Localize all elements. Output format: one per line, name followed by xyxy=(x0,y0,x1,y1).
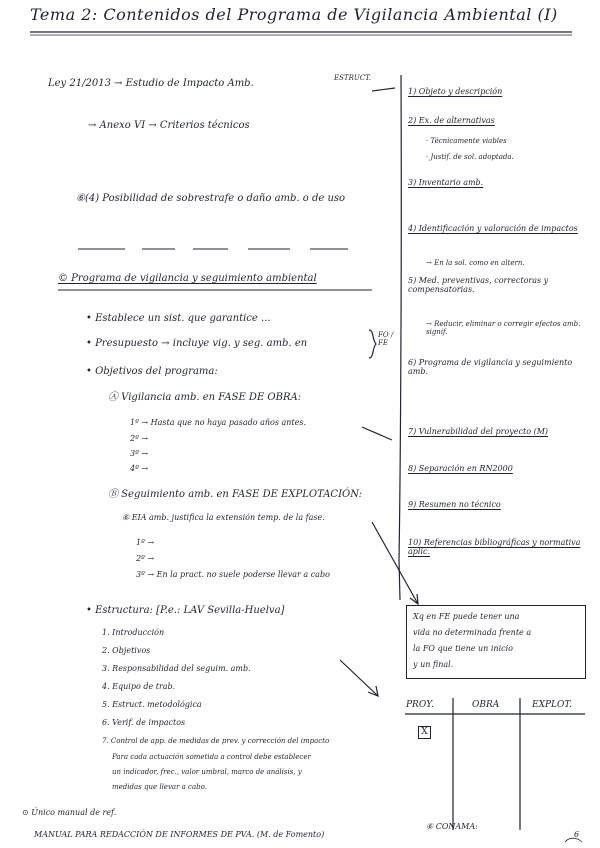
eia-subitem: → En la sol. como en altern. xyxy=(426,259,525,267)
fase-explotacion-item: 1º → xyxy=(136,538,155,547)
estructura-item: 7. Control de app. de medidas de prev. y corrección del impacto xyxy=(102,737,330,745)
pva-heading: © Programa de vigilancia y seguimiento ambiental xyxy=(58,273,317,284)
fe-note-box xyxy=(406,605,586,679)
bullet-presupuesto: • Presupuesto → incluye vig. y seg. amb. en xyxy=(86,338,308,349)
estructura-item: 2. Objetivos xyxy=(102,646,151,655)
anexo-line: → Anexo VI → Criterios técnicos xyxy=(88,120,250,131)
fe-note-line: y un final. xyxy=(413,660,454,669)
bullet-establece: • Establece un sist. que garantice ... xyxy=(86,313,271,324)
manual-title: MANUAL PARA REDACCIÓN DE INFORMES DE PVA. (M. de Fomento) xyxy=(34,830,325,839)
estructura-note-line: un indicador, frec., valor umbral, marco de análisis, y xyxy=(112,768,302,776)
fase-obra-item: 3º → xyxy=(130,449,149,458)
estructura-heading: • Estructura: [P.e.: LAV Sevilla-Huelva] xyxy=(86,605,285,616)
estructura-note-line: Para cada actuación sometida a control debe establecer xyxy=(112,753,311,761)
eia-item: 4) Identificación y valoración de impactos xyxy=(408,224,578,233)
eia-item: 2) Ex. de alternativas xyxy=(408,116,495,125)
page-title: Tema 2: Contenidos del Programa de Vigilancia Ambiental (I) xyxy=(30,5,558,24)
eia-subitem: · Técnicamente viables xyxy=(426,137,507,145)
table-header-obra: OBRA xyxy=(472,700,500,710)
fase-explotacion-heading: Ⓑ Seguimiento amb. en FASE DE EXPLOTACIÓN: xyxy=(108,489,362,500)
fase-obra-heading: Ⓐ Vigilancia amb. en FASE DE OBRA: xyxy=(108,392,302,403)
fase-explotacion-sub: ⑥ EIA amb. justifica la extensión temp. de la fase. xyxy=(122,513,325,522)
eia-item: 8) Separación en RN2000 xyxy=(408,464,513,473)
estructura-item: 4. Equipo de trab. xyxy=(102,682,176,691)
fase-obra-item: 2º → xyxy=(130,434,149,443)
bullet-objetivos: • Objetivos del programa: xyxy=(86,366,218,377)
fase-obra-item: 4º → xyxy=(130,464,149,473)
eia-subitem: → Reducir, eliminar o corregir efectos amb. signif. xyxy=(426,320,581,337)
estructura-item: 3. Responsabilidad del seguim. amb. xyxy=(102,664,251,673)
proy-checkbox: X xyxy=(418,726,431,739)
fe-note-line: Xq en FE puede tener una xyxy=(413,612,520,621)
eia-item: 7) Vulnerabilidad del proyecto (M) xyxy=(408,427,549,436)
eia-item: 6) Programa de vigilancia y seguimiento amb. xyxy=(408,358,573,377)
eia-item: 3) Inventario amb. xyxy=(408,178,484,187)
fase-explotacion-item: 2º → xyxy=(136,554,155,563)
estructura-item: 1. Introducción xyxy=(102,628,165,637)
estructura-item: 5. Estruct. metodológica xyxy=(102,700,202,709)
page-number: 6 xyxy=(574,830,580,839)
estructura-item: 6. Verif. de impactos xyxy=(102,718,186,727)
unico-manual: ⊙ Único manual de ref. xyxy=(22,808,117,817)
fe-note-line: vida no determinada frente a xyxy=(413,628,532,637)
table-header-proy: PROY. xyxy=(406,700,434,710)
fe-note-line: la FO que tiene un inicio xyxy=(413,644,513,653)
ley-note: ESTRUCT. xyxy=(334,74,371,82)
fase-obra-item: 1º → Hasta que no haya pasado años antes. xyxy=(130,418,306,427)
b4-line: ⑥(4) Posibilidad de sobrestrafe o daño amb. o de uso xyxy=(76,193,346,204)
eia-item: 1) Objeto y descripción xyxy=(408,87,503,96)
fase-explotacion-item: 3º → En la pract. no suele poderse llevar a cabo xyxy=(136,570,330,579)
eia-subitem: · Justif. de sol. adoptada. xyxy=(426,153,514,161)
fo-fe-label: FO / FE xyxy=(378,331,394,348)
ley-line: Ley 21/2013 → Estudio de Impacto Amb. xyxy=(48,78,254,89)
conama-label: ⑥ CONAMA: xyxy=(426,822,478,831)
estructura-note-line: medidas que llevar a cabo. xyxy=(112,783,207,791)
table-header-explot: EXPLOT. xyxy=(532,700,572,710)
eia-item: 9) Resumen no técnico xyxy=(408,500,501,509)
eia-item: 5) Med. preventivas, correctoras y compensatorias. xyxy=(408,276,549,295)
eia-item: 10) Referencias bibliográficas y normativa aplic. xyxy=(408,538,581,557)
